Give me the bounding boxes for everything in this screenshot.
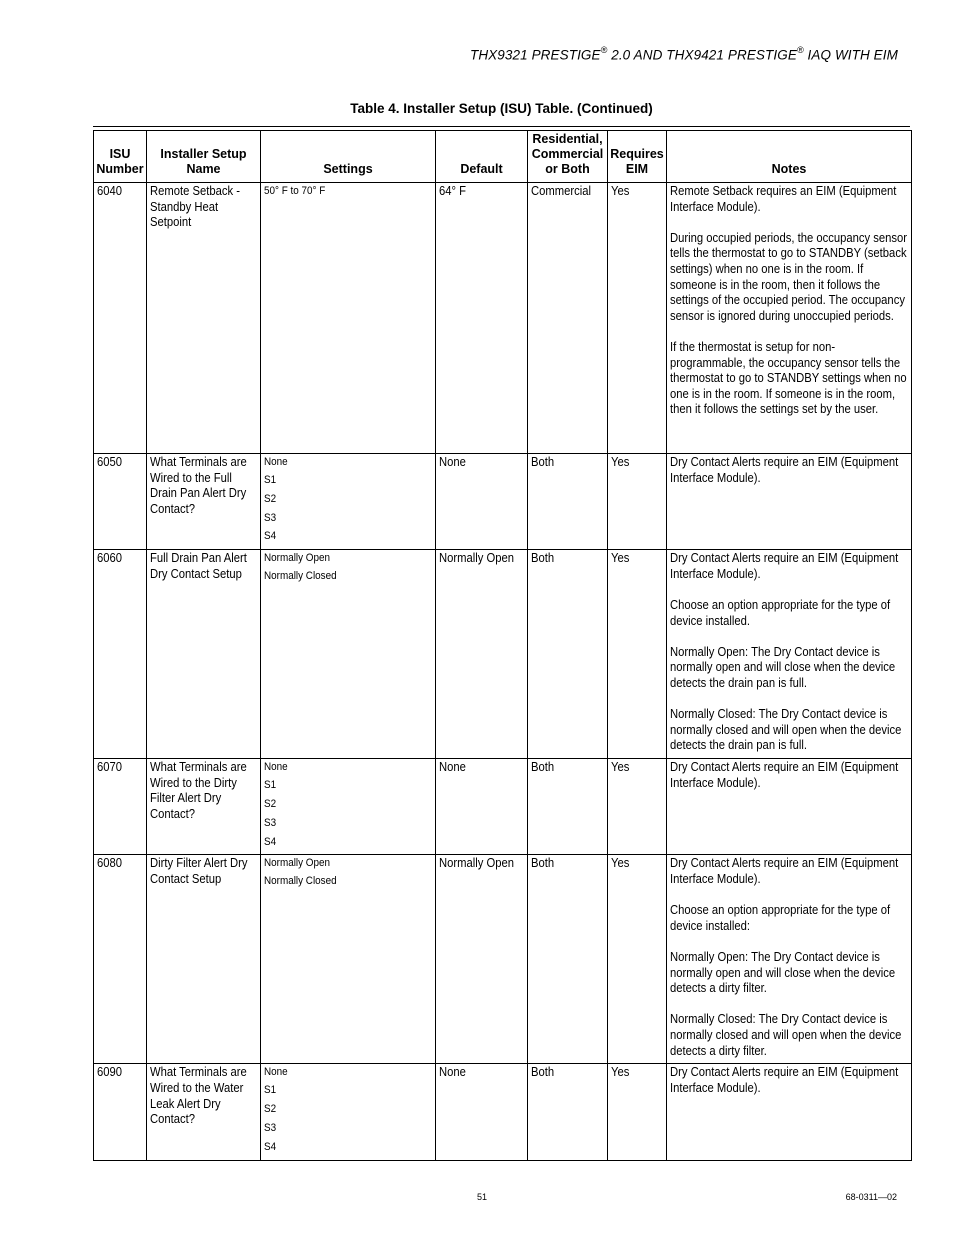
table-row — [94, 855, 912, 1064]
note-paragraph: Dry Contact Alerts require an EIM (Equipment Interface Module). — [670, 1065, 899, 1095]
table-row — [94, 454, 912, 550]
isu-number-cell: 6060 — [94, 550, 147, 759]
note-paragraph: Choose an option appropriate for the type of device installed. — [670, 597, 891, 628]
col-header-isu-number: ISU Number — [94, 131, 147, 183]
table-row — [94, 759, 912, 855]
col-header-notes: Notes — [667, 131, 912, 183]
setting-option: S2 — [264, 492, 277, 505]
settings-list — [264, 184, 432, 198]
header-part2: 2.0 AND THX9421 PRESTIGE — [607, 47, 797, 63]
default-cell: Normally Open — [436, 550, 528, 759]
setting-option: S4 — [264, 1140, 277, 1153]
isu-number-cell: 6070 — [94, 759, 147, 855]
default-cell: None — [436, 759, 528, 855]
table-row — [94, 550, 912, 759]
note-paragraph: If the thermostat is setup for non-programmable, the occupancy sensor tells the thermostat to go to STANDBY settings when no one is in the room. If someone is in the room, then it follows the settings set by the user. — [670, 339, 907, 417]
settings-cell — [261, 550, 436, 759]
running-header — [0, 46, 898, 63]
notes-cell — [667, 454, 912, 550]
settings-list — [264, 455, 432, 546]
isu-number-cell: 6050 — [94, 454, 147, 550]
setup-name-cell: Dirty Filter Alert Dry Contact Setup — [147, 855, 261, 1064]
note-paragraph: Remote Setback requires an EIM (Equipment Interface Module). — [670, 184, 897, 214]
notes-cell — [667, 855, 912, 1064]
settings-cell — [261, 759, 436, 855]
setup-name-cell: What Terminals are Wired to the Water Leak Alert Dry Contact? — [147, 1064, 261, 1160]
notes-cell — [667, 550, 912, 759]
notes-cell — [667, 759, 912, 855]
requires-eim-cell: Yes — [608, 1064, 667, 1160]
default-cell: 64° F — [436, 183, 528, 454]
setting-option: 50° F to 70° F — [264, 185, 326, 197]
note-paragraph: Dry Contact Alerts require an EIM (Equipment Interface Module). — [670, 551, 899, 581]
default-cell: Normally Open — [436, 855, 528, 1064]
note-paragraph: Normally Open: The Dry Contact device is normally open and will close when the device detects the drain pan is full. — [670, 644, 896, 690]
setting-option: None — [264, 761, 288, 774]
settings-list — [264, 551, 432, 586]
col-header-requires-eim: Requires EIM — [608, 131, 667, 183]
setting-option: Normally Closed — [264, 570, 337, 583]
settings-cell — [261, 183, 436, 454]
settings-list — [264, 1065, 432, 1156]
residential-commercial-cell: Both — [528, 1064, 608, 1160]
residential-commercial-cell: Both — [528, 550, 608, 759]
table-header-row — [94, 131, 912, 183]
notes-cell — [667, 183, 912, 454]
setting-option: S2 — [264, 797, 277, 810]
setting-option: None — [264, 456, 288, 468]
isu-number-cell: 6090 — [94, 1064, 147, 1160]
col-header-default: Default — [436, 131, 528, 183]
note-paragraph: Normally Open: The Dry Contact device is normally open and will close when the device detects a dirty filter. — [670, 949, 896, 996]
setup-name-cell: Full Drain Pan Alert Dry Contact Setup — [147, 550, 261, 759]
settings-cell — [261, 1064, 436, 1160]
requires-eim-cell: Yes — [608, 855, 667, 1064]
note-paragraph: During occupied periods, the occupancy sensor tells the thermostat to go to STANDBY (setback settings) when no one is in the room. If someone is in the room, then it follows the settings of the occupied period. The occupancy sensor is ignored during unoccupied periods. — [670, 230, 908, 323]
settings-cell — [261, 454, 436, 550]
table-caption: Table 4. Installer Setup (ISU) Table. (Continued) — [350, 101, 653, 116]
setting-option: S3 — [264, 511, 277, 524]
setup-name-cell: What Terminals are Wired to the Dirty Filter Alert Dry Contact? — [147, 759, 261, 855]
header-part1: THX9321 PRESTIGE — [469, 47, 601, 63]
setup-name-cell: Remote Setback - Standby Heat Setpoint — [147, 183, 261, 454]
isu-number-cell: 6040 — [94, 183, 147, 454]
requires-eim-cell: Yes — [608, 550, 667, 759]
setting-option: S1 — [264, 779, 277, 792]
setting-option: Normally Open — [264, 857, 331, 870]
setting-option: S1 — [264, 1084, 277, 1097]
isu-number-cell: 6080 — [94, 855, 147, 1064]
notes-cell — [667, 1064, 912, 1160]
document-number: 68-0311—02 — [845, 1192, 897, 1202]
note-paragraph: Dry Contact Alerts require an EIM (Equipment Interface Module). — [670, 856, 899, 886]
page-number: 51 — [477, 1192, 488, 1202]
requires-eim-cell: Yes — [608, 183, 667, 454]
setting-option: S4 — [264, 530, 277, 543]
col-header-residential-commercial: Residential, Commercial or Both — [528, 131, 608, 183]
registered-mark: ® — [600, 45, 608, 55]
setting-option: S1 — [264, 474, 277, 486]
default-cell: None — [436, 454, 528, 550]
note-paragraph: Normally Closed: The Dry Contact device is normally closed and will open when the device detects the drain pan is full. — [670, 707, 902, 753]
isu-table — [93, 130, 912, 1161]
table-row — [94, 183, 912, 454]
residential-commercial-cell: Both — [528, 855, 608, 1064]
residential-commercial-cell: Both — [528, 454, 608, 550]
residential-commercial-cell: Commercial — [528, 183, 608, 454]
setting-option: None — [264, 1066, 288, 1079]
settings-list — [264, 760, 432, 851]
col-header-setup-name: Installer Setup Name — [147, 131, 261, 183]
setting-option: Normally Open — [264, 552, 331, 565]
header-part3: IAQ WITH EIM — [803, 47, 898, 63]
note-paragraph: Normally Closed: The Dry Contact device is normally closed and will open when the device detects a dirty filter. — [670, 1012, 902, 1058]
note-paragraph: Dry Contact Alerts require an EIM (Equipment Interface Module). — [670, 760, 899, 790]
settings-cell — [261, 855, 436, 1064]
residential-commercial-cell: Both — [528, 759, 608, 855]
requires-eim-cell: Yes — [608, 759, 667, 855]
setup-name-cell: What Terminals are Wired to the Full Drain Pan Alert Dry Contact? — [147, 454, 261, 550]
note-paragraph: Choose an option appropriate for the type of device installed: — [670, 903, 891, 933]
table-row — [94, 1064, 912, 1160]
setting-option: S4 — [264, 835, 277, 848]
setting-option: S2 — [264, 1103, 277, 1116]
note-paragraph: Dry Contact Alerts require an EIM (Equipment Interface Module). — [670, 455, 899, 485]
registered-mark: ® — [796, 45, 804, 55]
col-header-settings: Settings — [261, 131, 436, 183]
default-cell: None — [436, 1064, 528, 1160]
settings-list — [264, 856, 432, 891]
setting-option: Normally Closed — [264, 875, 337, 888]
setting-option: S3 — [264, 1121, 277, 1134]
setting-option: S3 — [264, 816, 277, 829]
requires-eim-cell: Yes — [608, 454, 667, 550]
table-top-rule — [93, 126, 910, 127]
